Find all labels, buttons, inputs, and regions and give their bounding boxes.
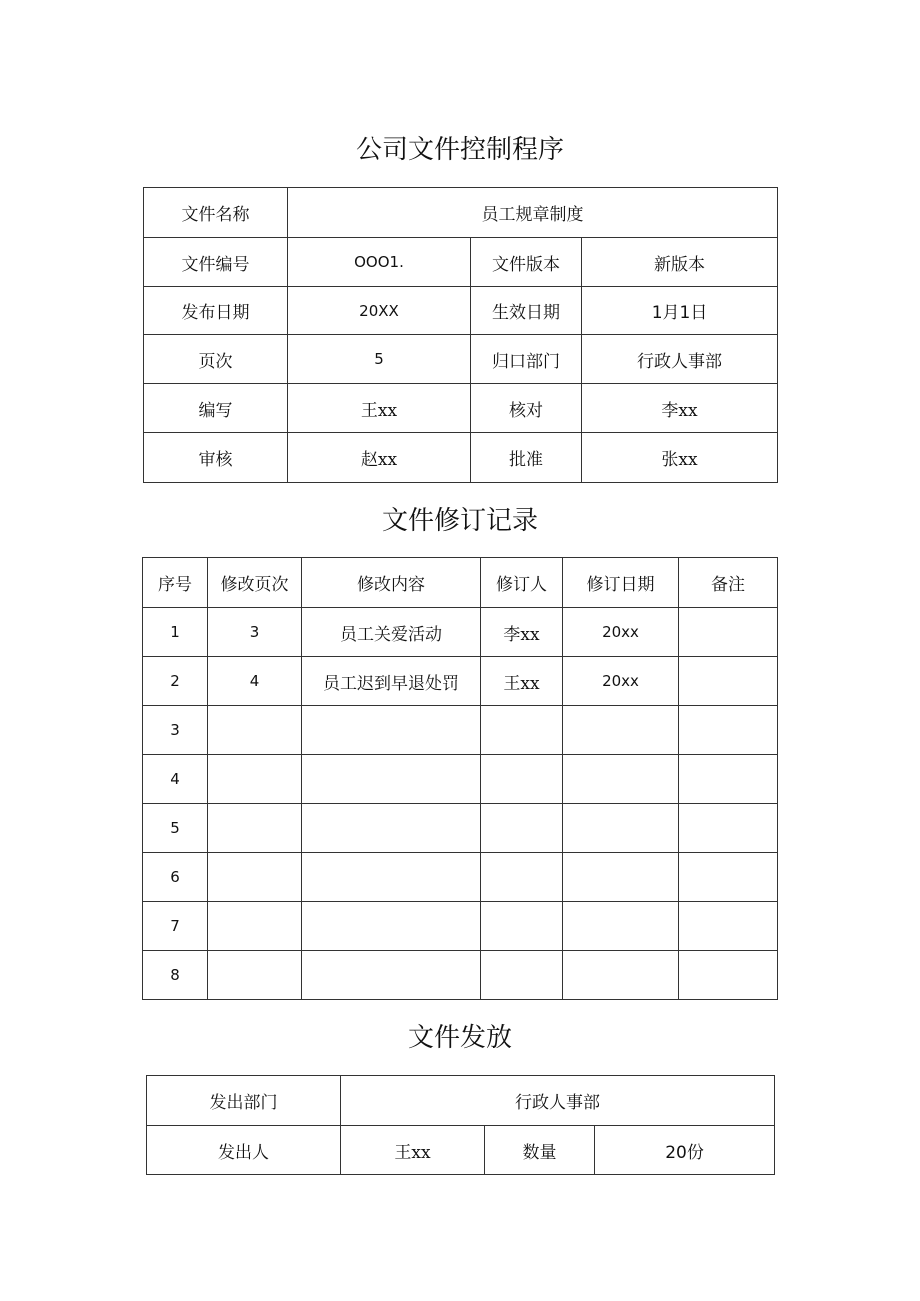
cell-content — [302, 755, 481, 804]
cell-label: 生效日期 — [471, 287, 582, 335]
cell-content — [302, 804, 481, 853]
control-row — [144, 287, 778, 335]
control-row — [144, 384, 778, 433]
cell-value: 新版本 — [582, 238, 778, 287]
cell-seq: 4 — [143, 755, 208, 804]
cell-reviser — [481, 706, 563, 755]
header-remarks: 备注 — [679, 558, 778, 608]
cell-reviser — [481, 804, 563, 853]
control-row — [144, 433, 778, 483]
control-title: 公司文件控制程序 — [355, 135, 564, 165]
table-row — [143, 657, 778, 706]
cell-label: 审核 — [144, 433, 288, 483]
table-row — [143, 608, 778, 657]
header-seq: 序号 — [143, 558, 208, 608]
header-date: 修订日期 — [563, 558, 679, 608]
cell-label: 批准 — [471, 433, 582, 483]
cell-date — [563, 804, 679, 853]
control-row-name — [144, 188, 778, 238]
cell-content — [302, 853, 481, 902]
control-table — [143, 187, 778, 483]
cell-value: 5 — [288, 335, 471, 384]
cell-content — [302, 706, 481, 755]
cell-seq: 7 — [143, 902, 208, 951]
dept-label: 发出部门 — [147, 1076, 341, 1126]
cell-value: 张xx — [582, 433, 778, 483]
cell-label: 文件编号 — [144, 238, 288, 287]
cell-page — [208, 951, 302, 1000]
cell-seq: 1 — [143, 608, 208, 657]
cell-content — [302, 951, 481, 1000]
cell-label: 核对 — [471, 384, 582, 433]
cell-date — [563, 706, 679, 755]
cell-date — [563, 951, 679, 1000]
cell-page — [208, 804, 302, 853]
cell-content: 员工关爱活动 — [302, 608, 481, 657]
cell-value: OOO1. — [288, 238, 471, 287]
cell-value: 1月1日 — [582, 287, 778, 335]
table-row — [143, 804, 778, 853]
cell-value: 李xx — [582, 384, 778, 433]
cell-seq: 6 — [143, 853, 208, 902]
dept-value: 行政人事部 — [341, 1076, 775, 1126]
table-row — [143, 853, 778, 902]
header-reviser: 修订人 — [481, 558, 563, 608]
cell-reviser — [481, 951, 563, 1000]
cell-page — [208, 853, 302, 902]
qty-value: 20份 — [595, 1126, 775, 1175]
table-row — [143, 706, 778, 755]
header-content: 修改内容 — [302, 558, 481, 608]
cell-seq: 2 — [143, 657, 208, 706]
revision-table — [142, 557, 778, 1000]
cell-reviser — [481, 902, 563, 951]
issuer-label: 发出人 — [147, 1126, 341, 1175]
cell-content — [302, 902, 481, 951]
cell-date: 20xx — [563, 608, 679, 657]
doc-name-value: 员工规章制度 — [288, 188, 778, 238]
cell-value: 赵xx — [288, 433, 471, 483]
qty-label: 数量 — [485, 1126, 595, 1175]
distribution-row — [147, 1076, 775, 1126]
cell-date — [563, 902, 679, 951]
cell-reviser — [481, 755, 563, 804]
cell-seq: 5 — [143, 804, 208, 853]
cell-seq: 3 — [143, 706, 208, 755]
cell-date — [563, 853, 679, 902]
cell-remarks — [679, 657, 778, 706]
cell-label: 归口部门 — [471, 335, 582, 384]
cell-remarks — [679, 902, 778, 951]
cell-page — [208, 755, 302, 804]
cell-reviser: 李xx — [481, 608, 563, 657]
issuer-value: 王xx — [341, 1126, 485, 1175]
control-row — [144, 335, 778, 384]
distribution-row — [147, 1126, 775, 1175]
cell-label: 发布日期 — [144, 287, 288, 335]
cell-remarks — [679, 853, 778, 902]
control-row — [144, 238, 778, 287]
cell-remarks — [679, 608, 778, 657]
cell-page: 3 — [208, 608, 302, 657]
cell-value: 20XX — [288, 287, 471, 335]
cell-page — [208, 902, 302, 951]
header-page: 修改页次 — [208, 558, 302, 608]
distribution-table — [146, 1075, 775, 1175]
cell-remarks — [679, 706, 778, 755]
cell-page — [208, 706, 302, 755]
cell-value: 行政人事部 — [582, 335, 778, 384]
cell-remarks — [679, 755, 778, 804]
table-row — [143, 755, 778, 804]
cell-seq: 8 — [143, 951, 208, 1000]
cell-reviser: 王xx — [481, 657, 563, 706]
cell-label: 编写 — [144, 384, 288, 433]
table-row — [143, 951, 778, 1000]
cell-reviser — [481, 853, 563, 902]
table-row — [143, 902, 778, 951]
distribution-title: 文件发放 — [407, 1023, 512, 1053]
cell-content: 员工迟到早退处罚 — [302, 657, 481, 706]
doc-name-label: 文件名称 — [144, 188, 288, 238]
cell-remarks — [679, 804, 778, 853]
cell-value: 王xx — [288, 384, 471, 433]
cell-label: 页次 — [144, 335, 288, 384]
cell-remarks — [679, 951, 778, 1000]
cell-page: 4 — [208, 657, 302, 706]
cell-date: 20xx — [563, 657, 679, 706]
revision-title: 文件修订记录 — [381, 506, 538, 536]
cell-date — [563, 755, 679, 804]
cell-label: 文件版本 — [471, 238, 582, 287]
revision-header-row — [143, 558, 778, 608]
